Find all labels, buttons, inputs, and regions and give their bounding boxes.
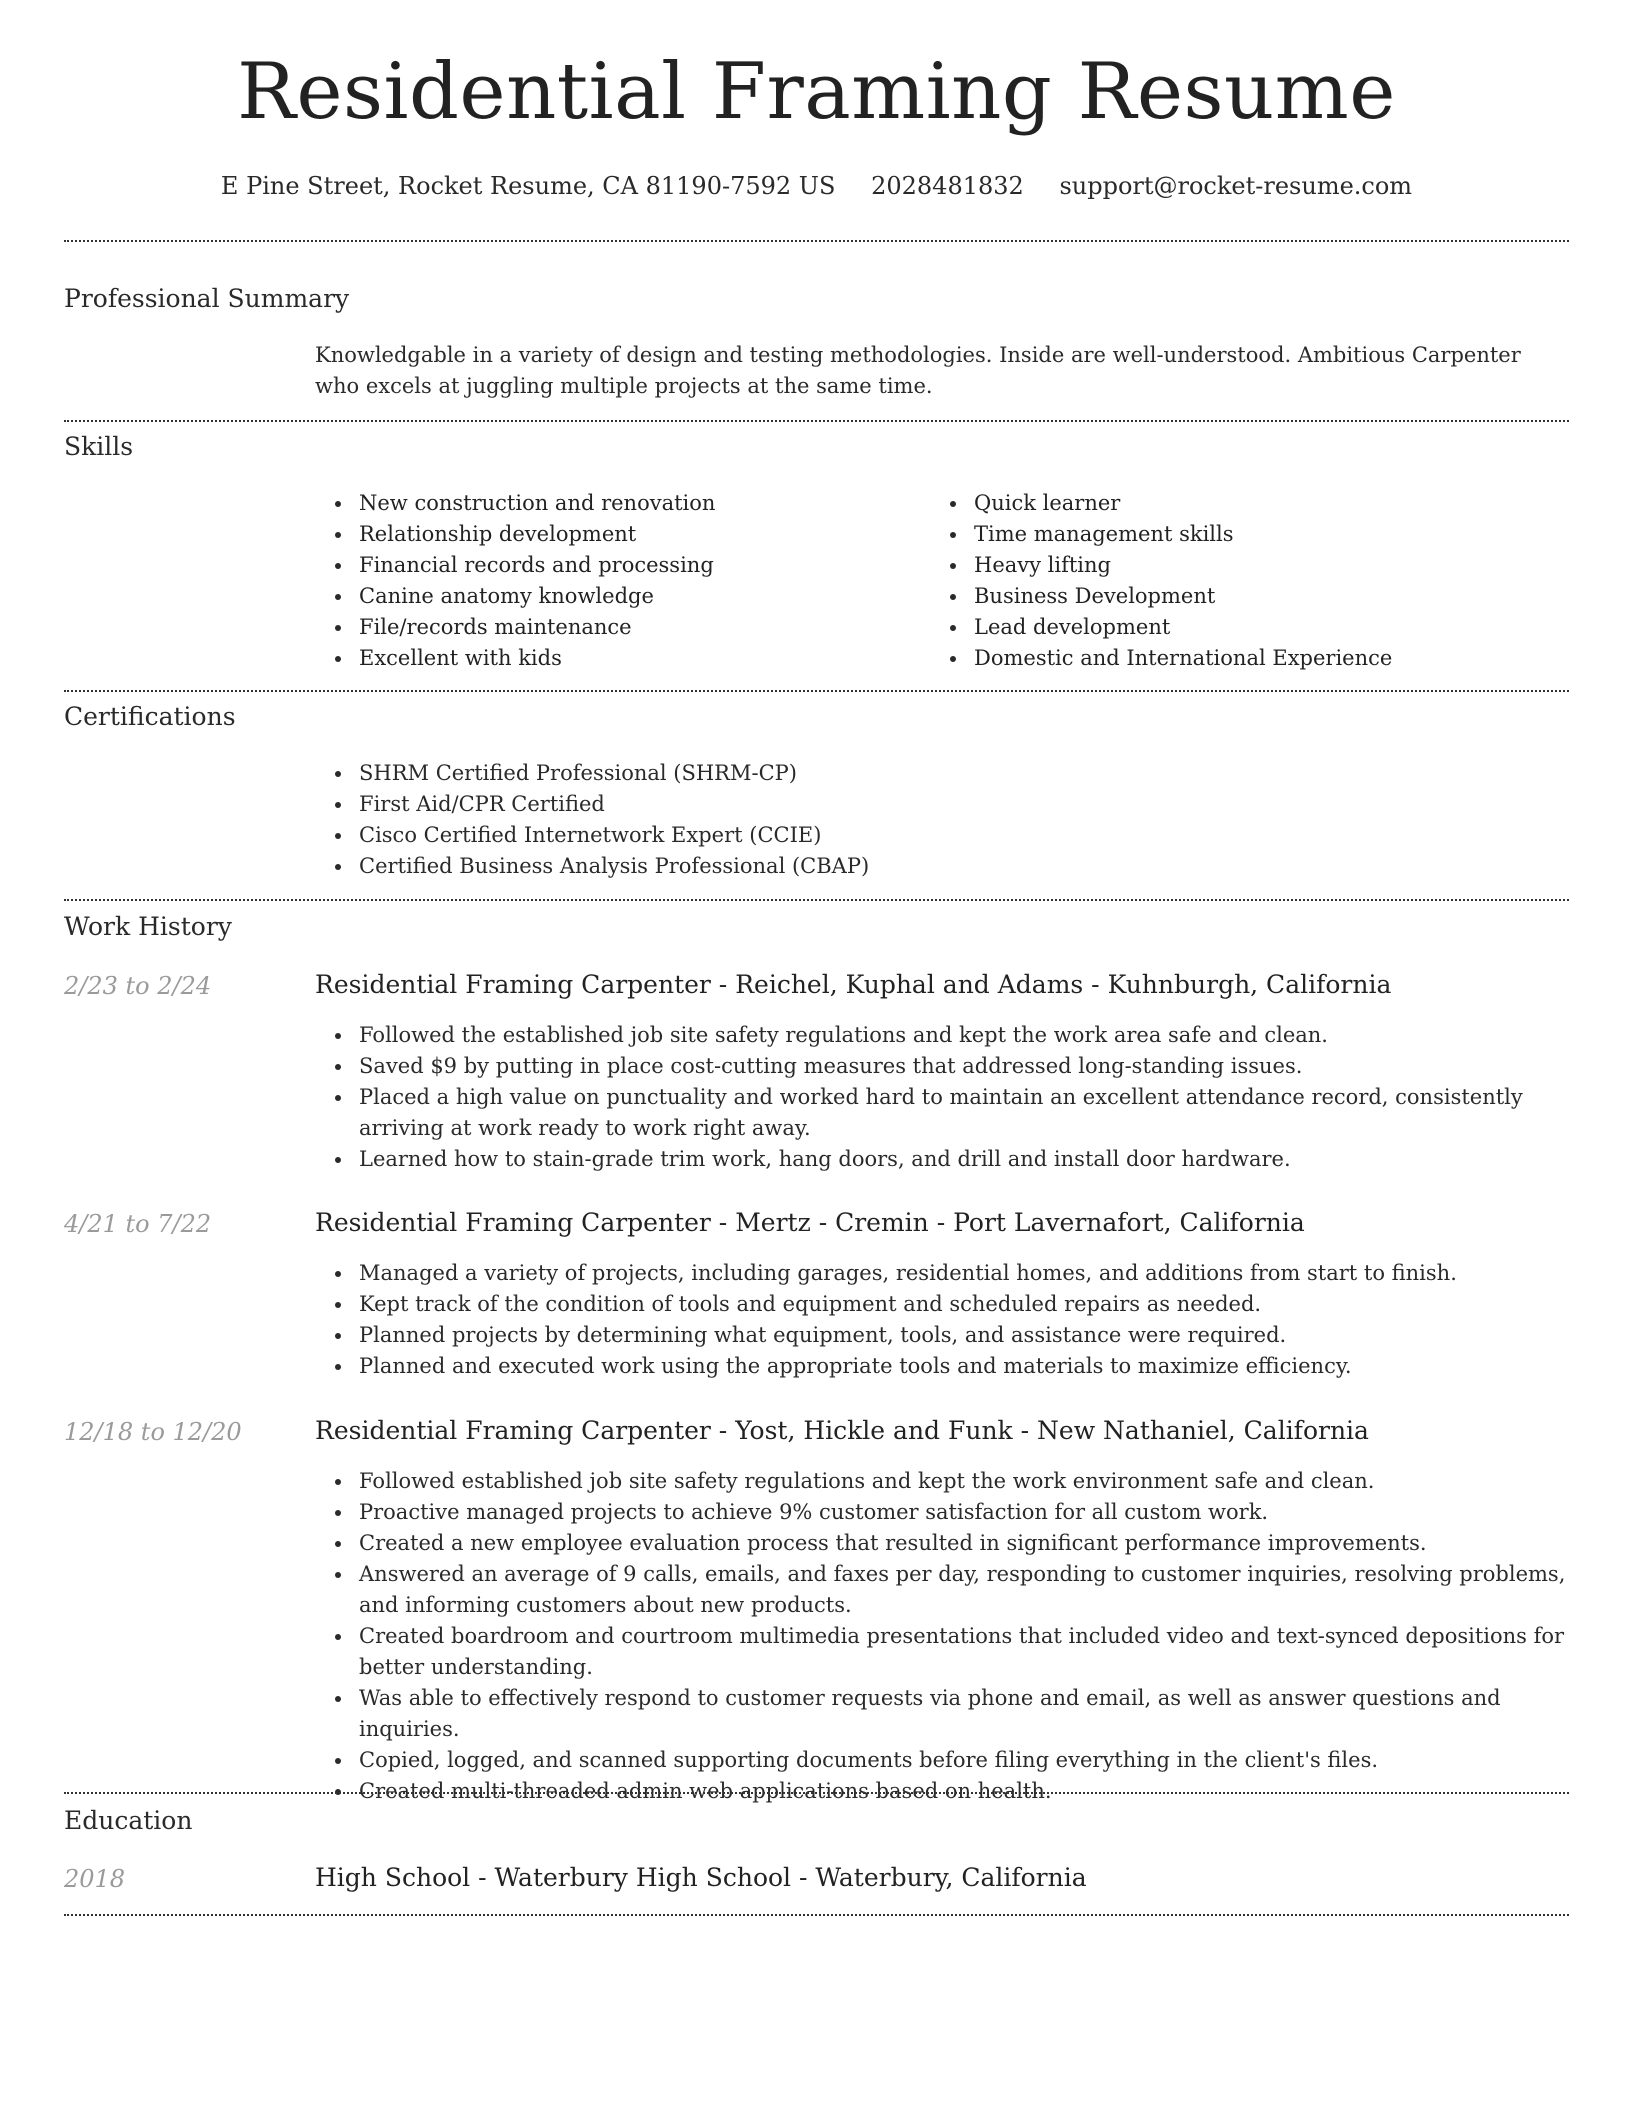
job-bullet: Planned projects by determining what equipment, tools, and assistance were required. <box>315 1320 1569 1351</box>
job-bullet: Followed the established job site safety regulations and kept the work area safe and clean. <box>315 1020 1569 1051</box>
summary-text: Knowledgable in a variety of design and testing methodologies. Inside are well-understood. Ambitious Carpenter who excels at juggling multiple projects at the same time. <box>315 343 1521 398</box>
certification-item: First Aid/CPR Certified <box>315 789 1569 820</box>
education-year: 2018 <box>64 1865 126 1893</box>
skill-item: Quick learner <box>930 488 1560 519</box>
skill-item: Lead development <box>930 612 1560 643</box>
section-divider <box>64 1914 1569 1916</box>
job-bullet: Kept track of the condition of tools and equipment and scheduled repairs as needed. <box>315 1289 1569 1320</box>
skill-item: New construction and renovation <box>315 488 925 519</box>
skills-heading: Skills <box>64 432 134 461</box>
certification-item: Cisco Certified Internetwork Expert (CCIE) <box>315 820 1569 851</box>
section-divider <box>64 899 1569 901</box>
job-bullet: Planned and executed work using the appropriate tools and materials to maximize efficiency. <box>315 1351 1569 1382</box>
resume-title: Residential Framing Resume <box>237 47 1396 137</box>
job-bullet: Created multi-threaded admin web applications based on health. <box>315 1776 1569 1807</box>
skill-item: Financial records and processing <box>315 550 925 581</box>
certifications-heading: Certifications <box>64 702 236 731</box>
job-title: Residential Framing Carpenter - Yost, Hickle and Funk - New Nathaniel, California <box>315 1416 1369 1445</box>
skill-item: Heavy lifting <box>930 550 1560 581</box>
section-divider <box>64 240 1569 242</box>
job-dates: 2/23 to 2/24 <box>64 972 212 1000</box>
contact-address: E Pine Street, Rocket Resume, CA 81190-7592 US <box>220 172 836 200</box>
work-history-heading: Work History <box>64 912 232 941</box>
job-bullets <box>315 1020 1569 1175</box>
job-title: Residential Framing Carpenter - Reichel, Kuphal and Adams - Kuhnburgh, California <box>315 970 1392 999</box>
job-dates: 4/21 to 7/22 <box>64 1210 212 1238</box>
section-divider <box>64 420 1569 422</box>
certifications-list <box>315 758 1569 882</box>
job-bullet: Placed a high value on punctuality and worked hard to maintain an excellent attendance record, consistently arriving at work ready to work right away. <box>315 1082 1569 1144</box>
job-bullets <box>315 1466 1569 1807</box>
job-bullet: Proactive managed projects to achieve 9% customer satisfaction for all custom work. <box>315 1497 1569 1528</box>
skill-item: Excellent with kids <box>315 643 925 674</box>
job-bullet: Answered an average of 9 calls, emails, and faxes per day, responding to customer inquiries, resolving problems, and informing customers about new products. <box>315 1559 1569 1621</box>
contact-email: support@rocket-resume.com <box>1059 172 1413 200</box>
job-dates: 12/18 to 12/20 <box>64 1418 242 1446</box>
summary-heading: Professional Summary <box>64 284 350 313</box>
certification-item: SHRM Certified Professional (SHRM-CP) <box>315 758 1569 789</box>
skill-item: Business Development <box>930 581 1560 612</box>
job-bullet: Created boardroom and courtroom multimedia presentations that included video and text-synced depositions for better understanding. <box>315 1621 1569 1683</box>
skill-item: File/records maintenance <box>315 612 925 643</box>
section-divider <box>64 1792 1569 1794</box>
job-bullet: Saved $9 by putting in place cost-cutting measures that addressed long-standing issues. <box>315 1051 1569 1082</box>
certification-item: Certified Business Analysis Professional (CBAP) <box>315 851 1569 882</box>
job-bullet: Was able to effectively respond to customer requests via phone and email, as well as answer questions and inquiries. <box>315 1683 1569 1745</box>
education-heading: Education <box>64 1806 193 1835</box>
job-bullet: Created a new employee evaluation process that resulted in significant performance improvements. <box>315 1528 1569 1559</box>
contact-phone: 2028481832 <box>871 172 1024 200</box>
skill-item: Domestic and International Experience <box>930 643 1560 674</box>
skills-list-right <box>930 488 1560 674</box>
job-bullet: Copied, logged, and scanned supporting documents before filing everything in the client's files. <box>315 1745 1569 1776</box>
job-title: Residential Framing Carpenter - Mertz - Cremin - Port Lavernafort, California <box>315 1208 1305 1237</box>
skill-item: Relationship development <box>315 519 925 550</box>
skill-item: Time management skills <box>930 519 1560 550</box>
skill-item: Canine anatomy knowledge <box>315 581 925 612</box>
contact-line <box>64 172 1569 200</box>
skills-list-left <box>315 488 925 674</box>
education-title: High School - Waterbury High School - Waterbury, California <box>315 1863 1087 1892</box>
section-divider <box>64 690 1569 692</box>
job-bullet: Learned how to stain-grade trim work, hang doors, and drill and install door hardware. <box>315 1144 1569 1175</box>
job-bullets <box>315 1258 1569 1382</box>
job-bullet: Managed a variety of projects, including garages, residential homes, and additions from start to finish. <box>315 1258 1569 1289</box>
job-bullet: Followed established job site safety regulations and kept the work environment safe and clean. <box>315 1466 1569 1497</box>
